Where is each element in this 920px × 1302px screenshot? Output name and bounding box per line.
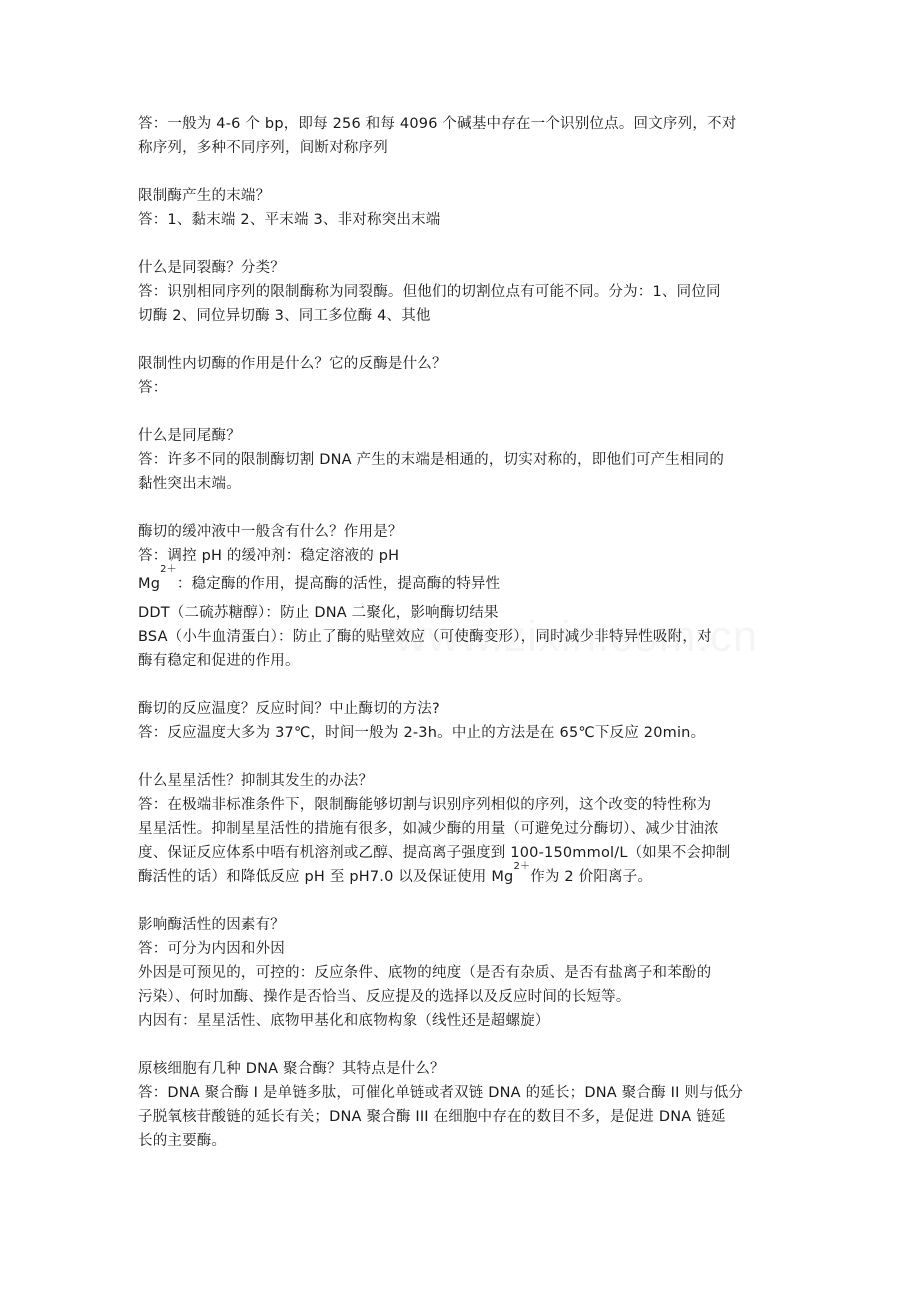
text-line: 答：反应温度大多为 37℃，时间一般为 2-3h。中止的方法是在 65℃下反应 20min。 <box>138 725 706 741</box>
text-line: 黏性突出末端。 <box>138 476 241 492</box>
superscript: 2＋ <box>513 861 531 872</box>
text-line-superscript <box>138 564 788 601</box>
document-body <box>138 112 788 1177</box>
text-line: 答：可分为内因和外因 <box>138 941 285 957</box>
qa-block <box>138 769 788 889</box>
text-line: DDT（二硫苏糖醇）：防止 DNA 二聚化，影响酶切结果 <box>138 605 499 621</box>
text-segment: Mg <box>138 576 161 592</box>
text-line: 酶有稳定和促进的作用。 <box>138 653 300 669</box>
qa-block <box>138 352 788 400</box>
qa-block <box>138 913 788 1033</box>
text-line: 什么星星活性？抑制其发生的办法？ <box>138 773 374 789</box>
text-line: BSA（小牛血清蛋白）：防止了酶的贴壁效应（可使酶变形），同时减少非特异性吸附，对 <box>138 629 712 645</box>
text-line: 切酶 2、同位异切酶 3、同工多位酶 4、其他 <box>138 308 431 324</box>
text-segment: 酶活性的话）和降低反应 pH 至 pH7.0 以及保证使用 Mg <box>138 869 514 885</box>
text-line: 答：识别相同序列的限制酶称为同裂酶。但他们的切割位点有可能不同。分为：1、同位同 <box>138 284 721 300</box>
text-line: 答：在极端非标准条件下，限制酶能够切割与识别序列相似的序列，这个改变的特性称为 <box>138 797 712 813</box>
text-line: 答：调控 pH 的缓冲剂：稳定溶液的 pH <box>138 548 400 564</box>
text-line: 答：DNA 聚合酶 I 是单链多肽，可催化单链或者双链 DNA 的延长；DNA 聚合酶 II 则与低分 <box>138 1085 744 1101</box>
text-line: 答：许多不同的限制酶切割 DNA 产生的末端是相通的，切实对称的，即他们可产生相同的 <box>138 452 725 468</box>
text-line: 称序列，多种不同序列，间断对称序列 <box>138 140 388 156</box>
text-line: 酶切的缓冲液中一般含有什么？作用是？ <box>138 524 403 540</box>
text-line: 什么是同裂酶？分类？ <box>138 260 285 276</box>
text-line: 外因是可预见的，可控的：反应条件、底物的纯度（是否有杂质、是否有盐离子和苯酚的 <box>138 965 712 981</box>
text-line-superscript <box>138 861 788 889</box>
text-line: 子脱氧核苷酸链的延长有关；DNA 聚合酶 III 在细胞中存在的数目不多，是促进 DNA 链延 <box>138 1109 726 1125</box>
qa-block <box>138 424 788 496</box>
text-segment: ：稳定酶的作用，提高酶的活性，提高酶的特异性 <box>176 576 501 592</box>
qa-block <box>138 112 788 160</box>
text-line: 原核细胞有几种 DNA 聚合酶？其特点是什么？ <box>138 1061 445 1077</box>
qa-block <box>138 1057 788 1153</box>
superscript: 2＋ <box>160 564 177 575</box>
text-line: 答： <box>138 380 168 396</box>
text-line: 限制酶产生的末端？ <box>138 188 271 204</box>
text-line: 影响酶活性的因素有？ <box>138 917 285 933</box>
text-line: 污染）、何时加酶、操作是否恰当、反应提及的选择以及反应时间的长短等。 <box>138 989 631 1005</box>
qa-block <box>138 256 788 328</box>
text-line: 星星活性。抑制星星活性的措施有很多，如减少酶的用量（可避免过分酶切）、减少甘油浓 <box>138 821 719 837</box>
text-line: 什么是同尾酶？ <box>138 428 241 444</box>
text-line: 限制性内切酶的作用是什么？它的反酶是什么？ <box>138 356 447 372</box>
text-line: 内因有：星星活性、底物甲基化和底物构象（线性还是超螺旋） <box>138 1013 550 1029</box>
text-line: 酶切的反应温度？反应时间？中止酶切的方法? <box>138 701 440 717</box>
text-line: 长的主要酶。 <box>138 1133 227 1149</box>
qa-block <box>138 520 788 673</box>
text-segment: 作为 2 价阳离子。 <box>530 869 653 885</box>
qa-block <box>138 697 788 745</box>
text-line: 答：1、黏末端 2、平末端 3、非对称突出末端 <box>138 212 441 228</box>
text-line: 度、保证反应体系中唔有机溶剂或乙醇、提高离子强度到 100-150mmol/L（如果不会抑制 <box>138 845 731 861</box>
qa-block <box>138 184 788 232</box>
text-line: 答：一般为 4-6 个 bp，即每 256 和每 4096 个碱基中存在一个识别位点。回文序列，不对 <box>138 116 737 132</box>
